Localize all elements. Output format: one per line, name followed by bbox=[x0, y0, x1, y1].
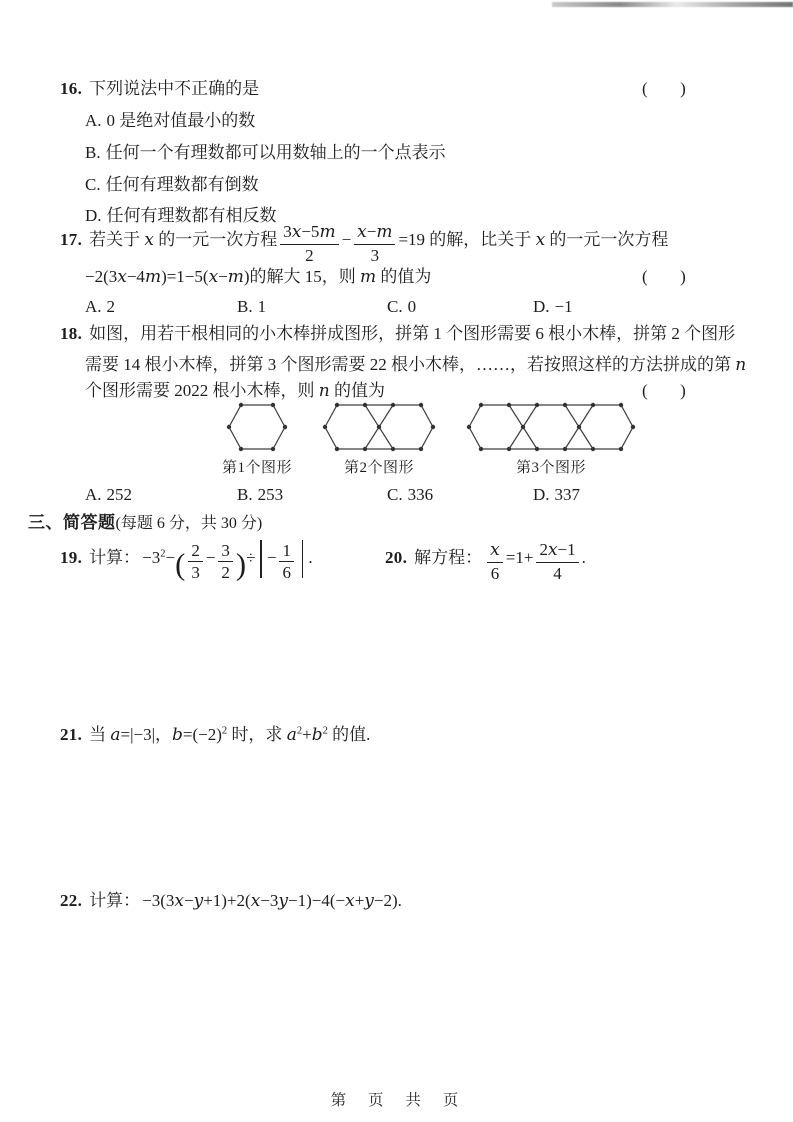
q18-text-1: 如图，用若干根相同的小木棒拼成图形，拼第 1 个图形需要 6 根小木棒，拼第 2 个图形 bbox=[89, 324, 736, 343]
q22-label: 计算： bbox=[89, 891, 141, 910]
q16-option-c bbox=[0, 174, 793, 196]
q16-stem-line bbox=[0, 78, 793, 100]
q16-option-a bbox=[0, 110, 793, 132]
q16-option-c-text: 任何有理数都有倒数 bbox=[105, 175, 259, 194]
scan-artifact bbox=[552, 2, 793, 7]
q16-option-d-label: D. bbox=[85, 206, 102, 225]
q16-number: 16. bbox=[60, 79, 83, 98]
q16-option-b-label: B. bbox=[85, 143, 101, 162]
q16-option-d-text: 任何有理数都有相反数 bbox=[106, 206, 277, 225]
q16-option-c-label: C. bbox=[85, 175, 101, 194]
q22-number: 22. bbox=[60, 891, 83, 910]
q18-option-a bbox=[85, 484, 132, 506]
q18-option-c-text: 336 bbox=[407, 485, 434, 504]
pattern-figure-1 bbox=[222, 400, 292, 479]
q18-options bbox=[0, 484, 793, 508]
q22-expression: −3(3x−y+1)+2(x−3y−1)−4(−x+y−2). bbox=[142, 891, 402, 911]
q16-option-b-text: 任何一个有理数都可以用数轴上的一个点表示 bbox=[105, 143, 446, 162]
q18-text-3: 个图形需要 2022 根小木棒，则 n 的值为 bbox=[85, 381, 385, 401]
q19-label: 计算： bbox=[89, 547, 141, 567]
q21-number: 21. bbox=[60, 724, 83, 744]
pattern-figure-2 bbox=[322, 400, 436, 479]
q18-answer-bracket: ( ) bbox=[642, 381, 687, 400]
hexagon-figure-1-svg bbox=[226, 400, 288, 454]
q18-option-b-label: B. bbox=[237, 485, 253, 504]
q20-number: 20. bbox=[385, 548, 408, 568]
q17-option-a-text: 2 bbox=[106, 297, 116, 316]
q17-answer-bracket: ( ) bbox=[642, 267, 687, 286]
q17-option-c-label: C. bbox=[387, 297, 403, 316]
q17-option-b-label: B. bbox=[237, 297, 253, 316]
q18-option-c bbox=[387, 484, 433, 506]
q21-text: 当 a=|−3|，$b=(-2)^2$ 时，求 $a^2+b^2$ 的值. bbox=[89, 724, 371, 745]
q22-line bbox=[0, 890, 793, 912]
q17-line1 bbox=[0, 222, 793, 265]
q18-option-a-label: A. bbox=[85, 485, 102, 504]
q19-expression: $-3^2-$( $\frac{2}{3}$ − $\frac{3}{2}$ )÷ − $\frac{1}{6}$ . bbox=[142, 540, 313, 583]
q17-option-d bbox=[533, 296, 573, 318]
section-3-header bbox=[0, 512, 793, 535]
q17-line2 bbox=[0, 266, 793, 288]
q18-option-c-label: C. bbox=[387, 485, 403, 504]
figure-3-caption: 第3个图形 bbox=[516, 460, 587, 476]
section-3-title: 三、简答题 bbox=[28, 513, 116, 532]
hexagon-figure-2-svg bbox=[322, 400, 436, 454]
q17-option-d-label: D. bbox=[533, 297, 550, 316]
q17-option-d-text: −1 bbox=[554, 297, 573, 316]
q16-option-a-label: A. bbox=[85, 111, 102, 130]
q17-option-b-text: 1 bbox=[257, 297, 267, 316]
q17-equation-2: −2(3x−4m)=1−5(x−m)的解大 15，则 m 的值为 bbox=[85, 267, 432, 287]
q20-equation: $\frac{x}{6}$ =1+ $\frac{2x-1}{4}$ . bbox=[484, 548, 586, 567]
q18-number: 18. bbox=[60, 324, 83, 343]
q21-line bbox=[0, 720, 793, 746]
q17-option-a bbox=[85, 296, 115, 318]
q18-option-d-label: D. bbox=[533, 485, 550, 504]
q18-line2 bbox=[0, 354, 793, 376]
q16-option-a-text: 0 是绝对值最小的数 bbox=[106, 111, 256, 130]
q18-figures bbox=[222, 400, 636, 479]
q18-option-a-text: 252 bbox=[106, 485, 133, 504]
q18-text-2: 需要 14 根小木棒，拼第 3 个图形需要 22 根小木棒，……，若按照这样的方法拼成的第 n bbox=[85, 355, 747, 375]
q17-options bbox=[0, 296, 793, 320]
q18-option-b bbox=[237, 484, 283, 506]
figure-2-caption: 第2个图形 bbox=[344, 460, 415, 476]
section-3-note: (每题 6 分，共 30 分) bbox=[115, 515, 263, 532]
q18-option-d bbox=[533, 484, 580, 506]
q17-option-b bbox=[237, 296, 266, 318]
q16-option-b bbox=[0, 142, 793, 164]
q17-option-a-label: A. bbox=[85, 297, 102, 316]
q19-number: 19. bbox=[60, 547, 83, 567]
hexagon-figure-3-svg bbox=[466, 400, 636, 454]
page-footer: 第 页 共 页 bbox=[330, 1092, 463, 1109]
q17-stem-math: 若关于 x 的一元一次方程 $\frac{3x-5m}{2}$ − $\frac{x-m}{3}$ =19 的解，比关于 x 的一元一次方程 bbox=[89, 222, 669, 265]
q18-line1 bbox=[0, 323, 793, 345]
q20-label: 解方程： bbox=[414, 548, 483, 568]
pattern-figure-3 bbox=[466, 400, 636, 479]
q18-option-d-text: 337 bbox=[554, 485, 581, 504]
q17-number: 17. bbox=[60, 230, 83, 250]
figure-1-caption: 第1个图形 bbox=[222, 460, 293, 476]
q18-option-b-text: 253 bbox=[257, 485, 284, 504]
q17-option-c-text: 0 bbox=[407, 297, 417, 316]
q18-line3 bbox=[0, 380, 793, 402]
q20-line bbox=[0, 540, 793, 583]
q16-answer-bracket: ( ) bbox=[642, 79, 687, 98]
q16-stem: 下列说法中不正确的是 bbox=[89, 79, 260, 98]
q17-option-c bbox=[387, 296, 416, 318]
